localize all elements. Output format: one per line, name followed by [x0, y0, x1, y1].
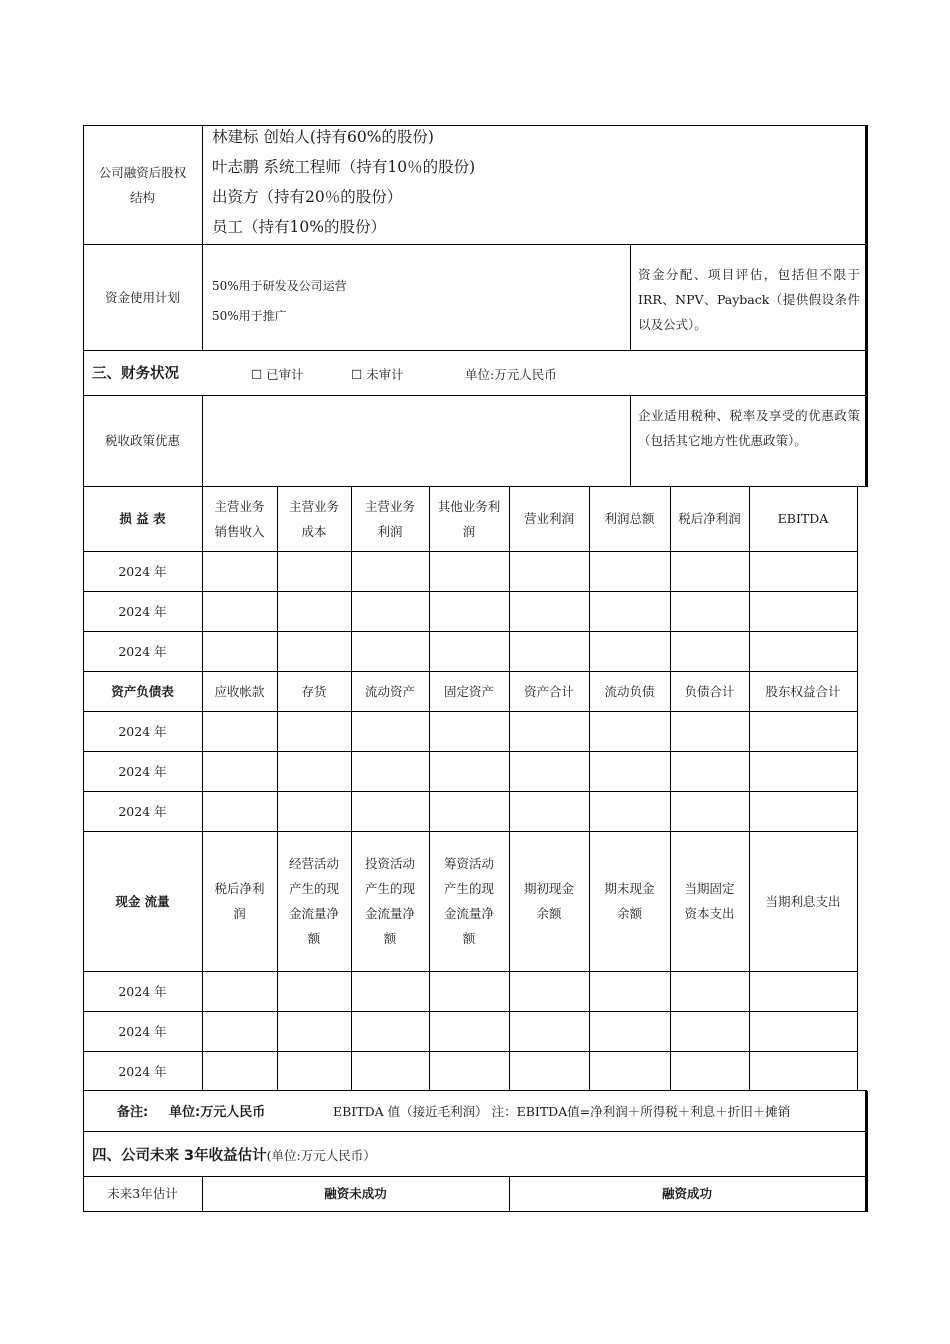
income-header-cell: 主营业务成本 [288, 498, 339, 539]
tax-label: 税收政策优惠 [104, 433, 180, 448]
equity-line: 出资方（持有20％的股份） [212, 188, 403, 206]
forecast-col-funded: 融资成功 [661, 1186, 712, 1201]
cashflow-year-label: 2024 年 [118, 983, 167, 999]
balance-header-cell: 存货 [301, 683, 327, 699]
remark-ebitda: EBITDA 值（接近毛利润） 注：EBITDA值=净利润＋所得税＋利息＋折旧＋摊销 [333, 1104, 791, 1119]
cashflow-header-cell: 税后净利润 [214, 881, 265, 921]
remark-unit: 单位:万元人民币 [169, 1105, 266, 1120]
remark-label: 备注: [117, 1105, 149, 1120]
tax-note: 企业适用税种、税率及享受的优惠政策（包括其它地方性优惠政策）。 [638, 408, 860, 448]
balance-header-cell: 应收帐款 [214, 683, 265, 699]
balance-year-label: 2024 年 [118, 723, 167, 739]
equity-label: 公司融资后股权结构 [98, 164, 187, 205]
funds-label: 资金使用计划 [104, 289, 180, 305]
forecast-title: 四、公司未来 3年收益估计(单位:万元人民币） [92, 1148, 376, 1164]
cashflow-year-label: 2024 年 [118, 1063, 167, 1079]
unaudited-checkbox[interactable]: ☐ 未审计 [351, 367, 404, 382]
income-header-cell: EBITDA [777, 511, 829, 526]
forecast-row-label: 未来3年估计 [107, 1186, 178, 1201]
income-header-cell: 税后净利润 [678, 511, 741, 526]
cashflow-header-cell: 投资活动产生的现金流量净额 [364, 856, 415, 946]
forecast-col-unfunded: 融资未成功 [324, 1186, 387, 1201]
balance-year-label: 2024 年 [118, 803, 167, 819]
income-header-cell: 其他业务利润 [437, 498, 501, 539]
finance-unit: 单位:万元人民币 [465, 367, 557, 382]
income-header-cell: 利润总额 [604, 511, 655, 526]
income-header-cell: 营业利润 [523, 511, 574, 526]
equity-line: 林建标 创始人(持有60%的股份) [212, 128, 434, 146]
finance-title: 三、财务状况 [92, 366, 179, 382]
equity-lines [212, 122, 852, 242]
cashflow-header-cell: 当期利息支出 [765, 893, 841, 909]
balance-header-cell: 股东权益合计 [765, 683, 841, 699]
income-year-label: 2024 年 [118, 563, 167, 579]
balance-header-cell: 固定资产 [443, 683, 494, 699]
cashflow-label: 现金 流量 [115, 893, 170, 909]
funds-lines [212, 271, 612, 331]
balance-header-cell: 流动负债 [604, 683, 655, 699]
balance-year-label: 2024 年 [118, 763, 167, 779]
cashflow-header-cell: 期末现金余额 [604, 881, 655, 921]
balance-header-cell: 流动资产 [364, 683, 415, 699]
cashflow-header-cell: 筹资活动产生的现金流量净额 [443, 856, 494, 946]
income-header-cell: 主营业务销售收入 [214, 498, 265, 539]
income-year-label: 2024 年 [118, 603, 167, 619]
equity-line: 叶志鹏 系统工程师（持有10％的股份) [212, 158, 476, 176]
balance-header-cell: 资产合计 [523, 683, 574, 699]
cashflow-header-cell: 当期固定资本支出 [684, 881, 735, 921]
funds-line: 50%用于推广 [212, 309, 287, 323]
balance-label: 资产负债表 [111, 683, 174, 699]
income-header-cell: 主营业务利润 [364, 498, 415, 539]
cashflow-year-label: 2024 年 [118, 1023, 167, 1039]
audited-checkbox[interactable]: ☐ 已审计 [251, 367, 304, 382]
funds-line: 50%用于研发及公司运营 [212, 279, 347, 293]
funds-note: 资金分配、项目评估，包括但不限于IRR、NPV、Payback（提供假设条件以及公式）。 [638, 267, 860, 332]
cashflow-header-cell: 经营活动产生的现金流量净额 [288, 856, 339, 946]
equity-line: 员工（持有10%的股份） [212, 218, 386, 236]
income-year-label: 2024 年 [118, 643, 167, 659]
cashflow-header-cell: 期初现金余额 [523, 881, 574, 921]
balance-header-cell: 负债合计 [684, 683, 735, 699]
income-label: 损 益 表 [119, 511, 166, 526]
